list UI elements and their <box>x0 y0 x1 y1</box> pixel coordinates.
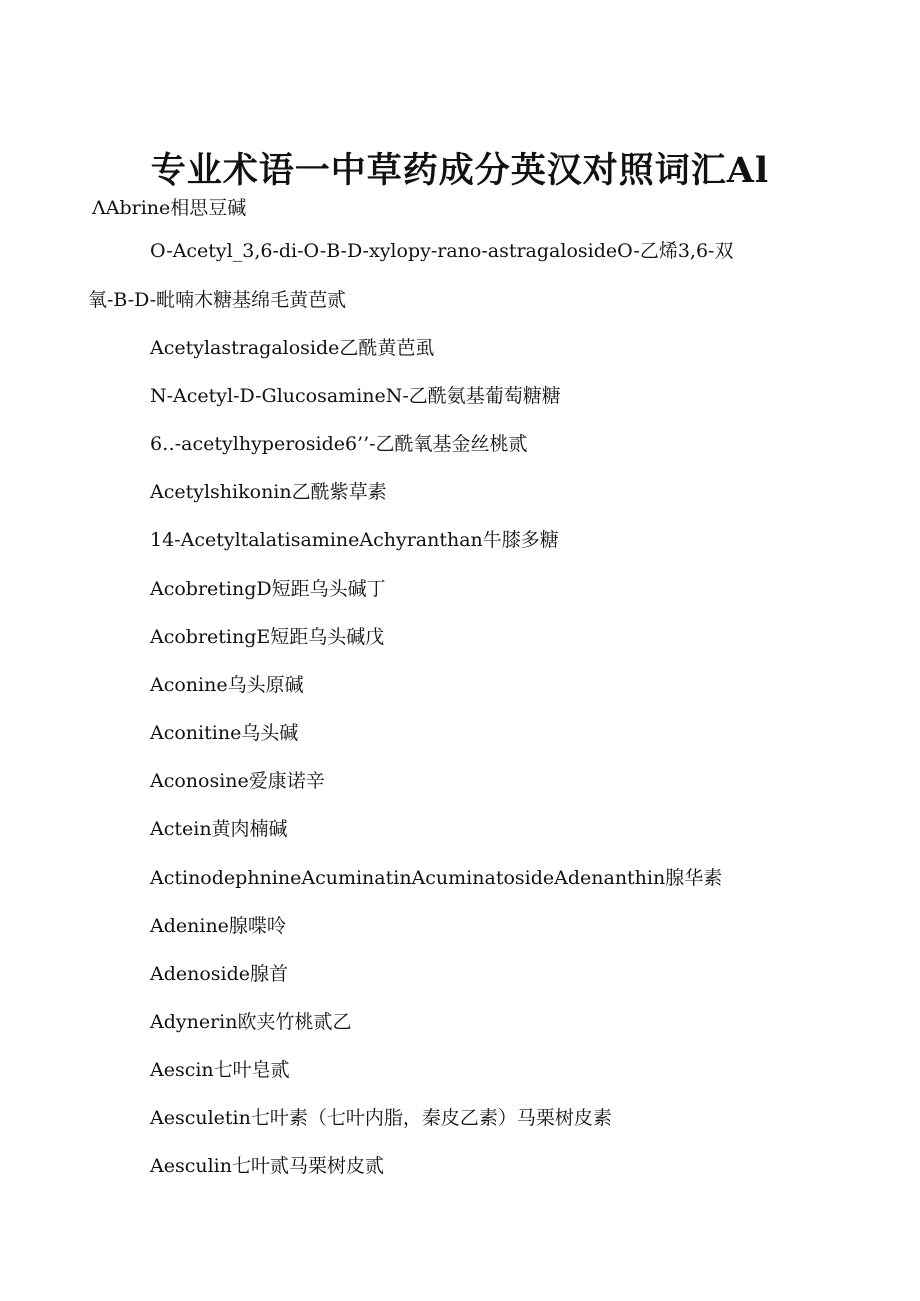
glossary-entry: Aconitine乌头碱 <box>150 722 299 744</box>
glossary-entry: Aesculetin七叶素（七叶内脂，秦皮乙素）马栗树皮素 <box>150 1107 612 1129</box>
glossary-entry: ΛAbrine相思豆碱 <box>92 197 247 219</box>
glossary-entry: N-Acetyl-D-GlucosamineN-乙酰氨基葡萄糖糖 <box>150 385 561 407</box>
glossary-entry: Actein黄肉楠碱 <box>150 818 288 840</box>
glossary-entry-continuation: 氧-B-D-毗喃木糖基绵毛黄芭贰 <box>88 289 347 311</box>
glossary-entry: 14-AcetyltalatisamineAchyranthan牛膝多糖 <box>150 529 559 551</box>
glossary-entry: Aconine乌头原碱 <box>150 674 304 696</box>
glossary-entry: Aescin七叶皂贰 <box>150 1059 290 1081</box>
glossary-entry: Adenine腺喋呤 <box>150 915 286 937</box>
glossary-entry: Aconosine爱康诺辛 <box>150 770 325 792</box>
glossary-entry: AcobretingD短距乌头碱丁 <box>150 578 386 600</box>
glossary-entry: Acetylastragaloside乙酰黄芭虱 <box>150 337 435 359</box>
glossary-entry: O-Acetyl_3,6-di-O-B-D-ⅹylopy-rano-astragalosideO-乙烯3,6-双 <box>150 240 734 262</box>
glossary-entry: Adenoside腺首 <box>150 963 289 985</box>
page-title: 专业术语一中草药成分英汉对照词汇Al <box>150 150 770 192</box>
glossary-entry: Adynerin欧夹竹桃贰乙 <box>150 1011 352 1033</box>
glossary-entry: 6‥-acetylhyperoside6’’-乙酰氧基金丝桃贰 <box>150 433 528 455</box>
glossary-entry: ActinodephnineAcuminatinAcuminatosideAdenanthin腺华素 <box>150 867 723 889</box>
glossary-entry: Acetylshikonin乙酰紫草素 <box>150 481 387 503</box>
glossary-entry: Aesculin七叶贰马栗树皮贰 <box>150 1155 384 1177</box>
glossary-entry: AcobretingE短距乌头碱戊 <box>150 626 385 648</box>
